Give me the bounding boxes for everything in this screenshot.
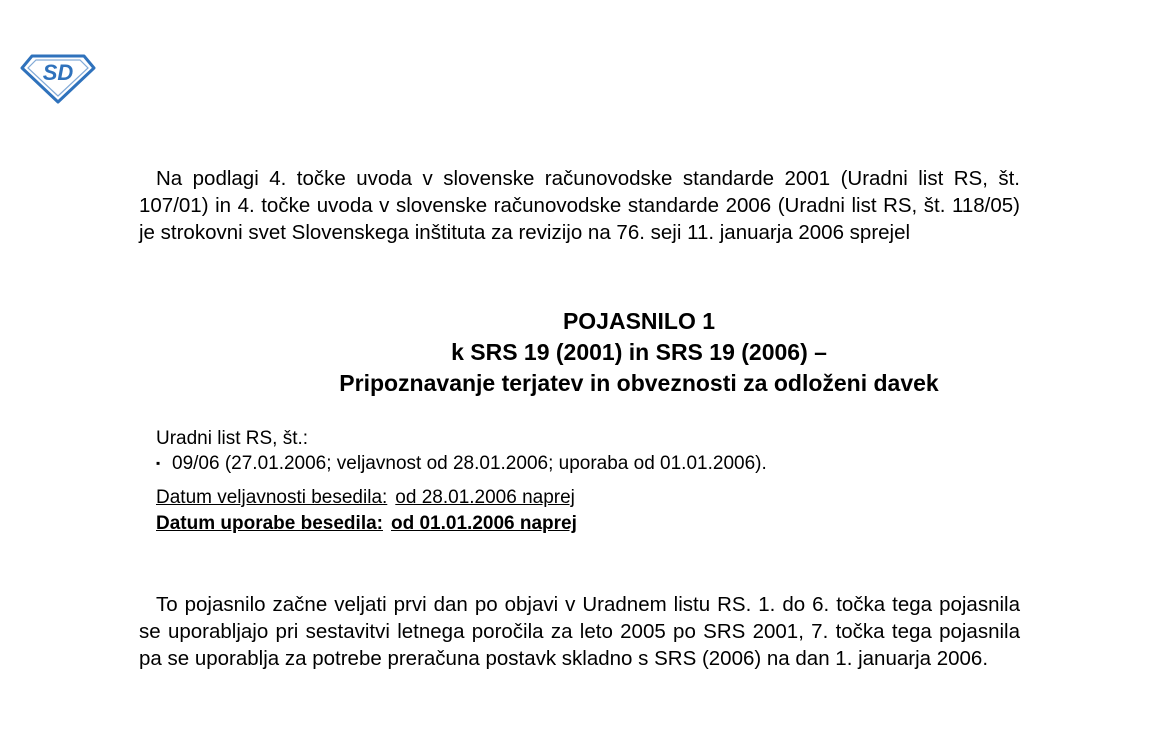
- usage-label: Datum uporabe besedila:: [156, 513, 383, 534]
- sd-logo-icon: [20, 52, 96, 104]
- title-line-1: POJASNILO 1: [562, 308, 716, 334]
- gazette-entry: [156, 451, 767, 476]
- usage-row: [156, 512, 577, 536]
- document-title: [139, 306, 1139, 399]
- title-line-3: Pripoznavanje terjatev in obveznosti za odloženi davek: [339, 370, 939, 396]
- bullet-icon: ▪: [156, 456, 161, 470]
- validity-row: [156, 486, 575, 510]
- closing-paragraph: To pojasnilo začne veljati prvi dan po objavi v Uradnem listu RS. 1. do 6. točka tega pojasnila se uporabljajo pri sestavitvi letnega poročila za leto 2005 po SRS 2001, 7. točka tega pojasnila pa se uporablja za potrebe preračuna postavk skladno s SRS (2006) na dan 1. januarja 2006.: [139, 593, 1020, 670]
- gazette-label: Uradni list RS, št.:: [156, 428, 309, 449]
- gazette-entry-text: 09/06 (27.01.2006; veljavnost od 28.01.2006; uporaba od 01.01.2006).: [172, 453, 767, 474]
- title-line-2: k SRS 19 (2001) in SRS 19 (2006) –: [451, 339, 827, 365]
- validity-value: od 28.01.2006 naprej: [395, 487, 575, 508]
- usage-value: od 01.01.2006 naprej: [391, 513, 577, 534]
- validity-label: Datum veljavnosti besedila:: [156, 487, 388, 508]
- svg-text:SD: SD: [42, 60, 74, 85]
- intro-paragraph: Na podlagi 4. točke uvoda v slovenske računovodske standarde 2001 (Uradni list RS, št. 107/01) in 4. točke uvoda v slovenske računovodske standarde 2006 (Uradni list RS, št. 118/05) je strokovni svet Slovenskega inštituta za revizijo na 76. seji 11. januarja 2006 sprejel: [139, 167, 1020, 244]
